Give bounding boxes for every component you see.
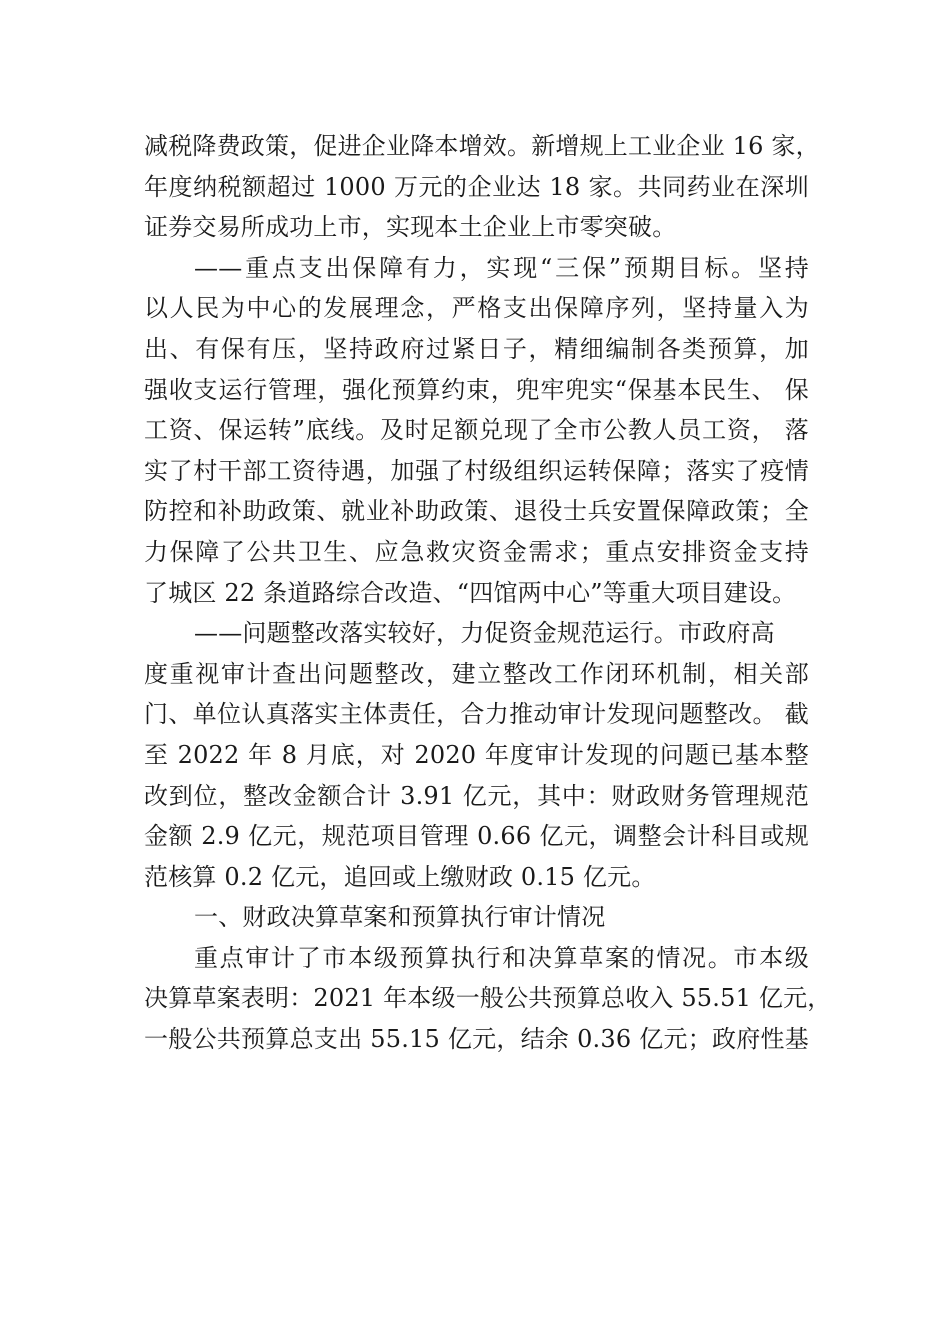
- text-line: 实了村干部工资待遇，加强了村级组织运转保障；落实了疫情: [144, 456, 809, 485]
- text-line: 门、单位认真落实主体责任，合力推动审计发现问题整改。 截: [144, 700, 809, 729]
- text-line: 金额 2.9 亿元，规范项目管理 0.66 亿元，调整会计科目或规: [144, 822, 809, 851]
- text-line: 出、有保有压，坚持政府过紧日子，精细编制各类预算，加: [144, 334, 809, 363]
- section-heading: 一、财政决算草案和预算执行审计情况: [194, 903, 606, 932]
- text-line: 年度纳税额超过 1000 万元的企业达 18 家。共同药业在深圳: [144, 172, 809, 201]
- text-line: 改到位，整改金额合计 3.91 亿元，其中：财政财务管理规范: [144, 781, 809, 810]
- text-line: 了城区 22 条道路综合改造、“四馆两中心”等重大项目建设。: [144, 578, 797, 607]
- text-line: 度重视审计查出问题整改，建立整改工作闭环机制，相关部: [144, 659, 809, 688]
- body-text: [144, 126, 832, 1060]
- text-line: 至 2022 年 8 月底，对 2020 年度审计发现的问题已基本整: [144, 740, 809, 769]
- text-line: 强收支运行管理，强化预算约束，兜牢兜实“保基本民生、 保: [144, 375, 809, 404]
- text-line: 工资、保运转”底线。及时足额兑现了全市公教人员工资， 落: [144, 416, 809, 445]
- text-line: 以人民为中心的发展理念，严格支出保障序列，坚持量入为: [144, 294, 809, 323]
- text-line: ——问题整改落实较好，力促资金规范运行。市政府高: [194, 619, 775, 648]
- text-line: 防控和补助政策、就业补助政策、退役士兵安置保障政策；全: [144, 497, 809, 526]
- text-line: 范核算 0.2 亿元，追回或上缴财政 0.15 亿元。: [144, 862, 656, 891]
- text-line: 重点审计了市本级预算执行和决算草案的情况。市本级: [194, 943, 809, 972]
- text-line: 减税降费政策，促进企业降本增效。新增规上工业企业 16 家，: [144, 132, 820, 160]
- text-line: ——重点支出保障有力，实现“三保”预期目标。坚持: [194, 253, 809, 282]
- text-line: 证券交易所成功上市，实现本土企业上市零突破。: [144, 213, 677, 242]
- text-line: 决算草案表明：2021 年本级一般公共预算总收入 55.51 亿元，: [144, 984, 832, 1013]
- text-line: 一般公共预算总支出 55.15 亿元，结余 0.36 亿元；政府性基: [144, 1025, 809, 1054]
- text-line: 力保障了公共卫生、应急救灾资金需求；重点安排资金支持: [144, 537, 809, 566]
